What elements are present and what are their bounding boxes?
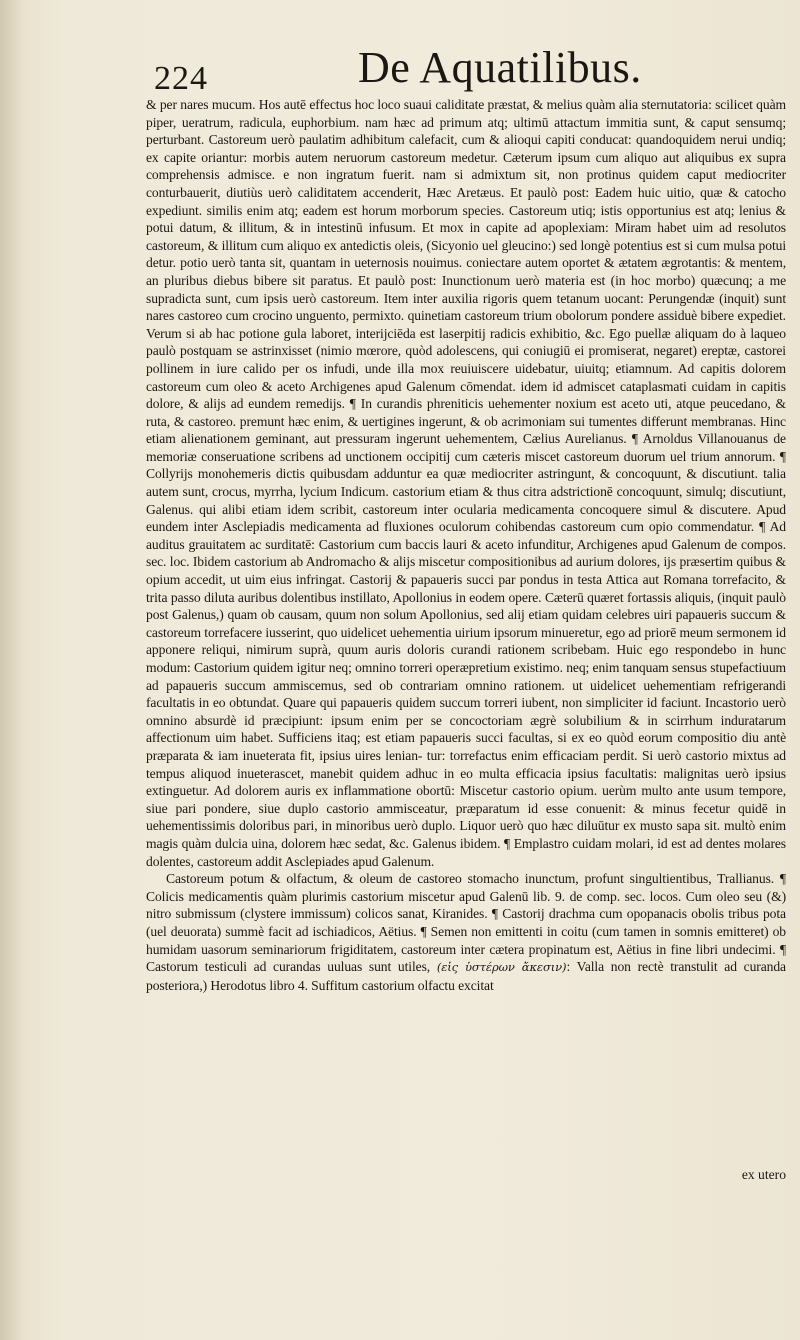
page-header xyxy=(150,38,770,97)
page-number: 224 xyxy=(154,60,208,97)
greek-phrase: (εἰς ὑστέρων ἄκεσιν) xyxy=(436,960,567,975)
catchword: ex utero xyxy=(741,1167,786,1182)
running-head: De Aquatilibus. xyxy=(358,43,642,92)
paragraph-castoreum-stomach xyxy=(146,870,786,994)
body-text xyxy=(146,96,786,994)
paragraph-text-continued: : Valla non rectè transtulit ad curanda posteriora,) Herodotus libro 4. Suffitum castorium olfactu excitat xyxy=(146,959,786,993)
paragraph-castoreum-head: & per nares mucum. Hos autē effectus hoc loco suaui caliditate præstat, & melius quàm alia sternutatoria: scilicet quàm piper, ueratrum, radicula, euphorbium. nam hæc ad primum atq; ultimū attactum immitia sunt, & caput sensumq; perturbant. Castoreum uerò paulatim adhibitum calefacit, cum & alioqui capiti conducat: quandoquidem nerui undiq; ex capite oriantur: morbis autem neruorum castoreum medetur. Cæterum ipsum cum aliquo aut aliquibus ex supra comprehensis admisce. e non ingratum fuerit. nam si admixtum sit, non protinus quidem caput mediocriter conturbauerit, diutiùs uerò caliditatem accenderit, Hæc Aretæus. Et paulò post: Eadem huic uitio, quæ & catocho expediunt. similis enim atq; eadem est horum morborum species. Castoreum utiq; istis opportunius est atq; lenius & potui datum, & illitum, & in intestinū infusum. Et mox in capite ad apoplexiam: Miram habet uim ad resolutos castoreum, & illitum cum aliquo ex antedictis oleis, (Sicyonio uel gleucino:) sed longè potentius est si cum mulsa potui detur. potio uerò tanta sit, quantam in ueternosis nouimus. coniectare autem oportet & ætatem ægrotantis: & mentem, an pluribus diebus bibere sit paratus. Et paulò post: Inunctionum uerò materia est (in hoc morbo) quæcunq; a me supradicta sunt, cum ipsis uerò castoreum. Item inter auxilia rigoris quem tetanum uocant: Perungendæ (inquit) sunt nares castoreo cum crocino unguento, permixto. quinetiam castoreum trium obolorum pondere assiduè bibere expediet. Verum si ab hac potione gula laboret, interijciēda est laserpitij radicis exhibitio, &c. Ego puellæ aliquam do à laqueo paulò postquam se astrinxisset (nimio mœrore, quòd adolescens, qui coniugiū ei promiserat, negaret) ereptæ, castorei pollinem in iure calido per os infudi, unde illa mox reuiuiscere uidebatur, uiuitq; etiamnum. Ad capitis dolorem castoreum cum oleo & aceto Archigenes apud Galenum cōmendat. idem id admiscet cataplasmati cuidam in capitis dolore, & alijs ad eundem remedijs. ¶ In curandis phreniticis uehementer noxium est aceto uti, atque peucedano, & ruta, & castoreo. premunt hæc enim, & uertigines ingerunt, & ob acrimoniam sui tumentes differunt membranas. Hinc etiam alienationem geminant, aut pressuram ingerunt uehementem, Cælius Aurelianus. ¶ Arnoldus Villanouanus de memoriæ conseruatione scribens ad unctionem occipitij cum cæteris miscet castoreum duorum uel trium annorum. ¶ Collyrijs monohemeris dictis quibusdam adduntur ea quæ mediocriter astringunt, & concoquunt, & discutiunt. talia autem sunt, crocus, myrrha, lycium Indicum. castorium etiam & thus citra adstrictionē concoquunt, simulq; discutiunt, Galenus. qui alibi etiam idem scribit, castoreum inter ocularia medicamenta concoquere simul & discutere. Apud eundem inter Asclepiadis medicamenta ad fluxiones oculorum cohibendas castoreum cum opio commendatur. ¶ Ad auditus grauitatem ac surditatē: Castorium cum baccis lauri & aceto infunditur, Archigenes apud Galenum de compos. sec. loc. Ibidem castorium ab Andromacho & alijs miscetur compositionibus ad aurium dolores, ijs præsertim quibus & opium accedit, ut uim eius infringat. Castorij & papaueris succi par pondus in testa Attica aut Romana torrefacito, & trita passo diluta auribus dolentibus instillato, Apollonius in eodem opere. Cæterū quæret fortassis aliquis, (inquit paulò post Galenus,) quam ob causam, quum non solum Apollonius, sed alij etiam quidam celebres uiri papaueris succum & castoreum torrefacere iusserint, quo uidelicet uehementia uirium ipsorum minueretur, ego ad priorē meum sermonem id apponere reliqui, nimirum suprà, quum auris doloris curandi rationem scribebam. Huic ego respondebo in hunc modum: Castorium quidem igitur neq; omnino torreri operæpretium existimo. neq; enim tanquam sensus stupefactiuum ad papaueris succum ammiscemus, sed ob contrariam omnino rationem. ut uidelicet uehementiam refrigerandi facultatis in eo obtundat. Quare qui papaueris quidem succum torreri iubent, non simpliciter id faciunt. Incastorio uerò omnino absurdè id præcipiunt: ipsum enim per se concoctoriam ægrè solubilium & in scirrhum induratarum affectionum uim habet. Sufficiens itaq; est etiam papaueris succi facultas, si ex eo quòd eorum compositio diu antè præparata & iam inueterata fit, ipsius uires lenian- tur: torrefactus enim efficaciam perdit. Si uerò castorio mixtus ad tempus aliquod inueterascet, manebit quidem adhuc in eo multa efficacia ipsius facultatis: malignitas uerò ipsius extinguetur. Ad dolorem auris ex inflammatione obortū: Miscetur castorio opium. uerùm multo ante usum tempore, siue pari pondere, siue duplo castorio ammisceatur, præparatum id esse conuenit: & minus fecetur quidē in uehementissimis doloribus pari, in minoribus uerò duplo. Liquor uerò quo hæc diluūtur ex musto sapa sit. multò enim magis quàm dulcia uina, dolorem hæc sedat, &c. Galenus ibidem. ¶ Emplastro cuidam molari, id est ad dentes molares dolentes, castoreum addit Asclepiades apud Galenum. xyxy=(146,97,786,869)
gutter-shadow xyxy=(0,0,24,1340)
paragraph-text: Castoreum potum & olfactum, & oleum de castoreo stomacho inunctum, profunt singultientibus, Trallianus. ¶ Colicis medicamentis quàm plurimis castorium miscetur apud Galenū lib. 9. de comp. sec. locos. Cum oleo seu (&) nitro submissum (clystere immissum) colicos sanat, Kiranides. ¶ Castorij drachma cum opopanacis obolis tribus pota (uel deuorata) summè facit ad ischiadicos, Aëtius. ¶ Semen non emittenti in coitu (cum tamen in somnis emitteret) ob humidam uasorum seminariorum frigiditatem, castoreum inter cætera propinatum est, Aëtius in fine libri undecimi. ¶ Castorum testiculi ad curandas uuluas sunt utiles, xyxy=(146,871,786,975)
